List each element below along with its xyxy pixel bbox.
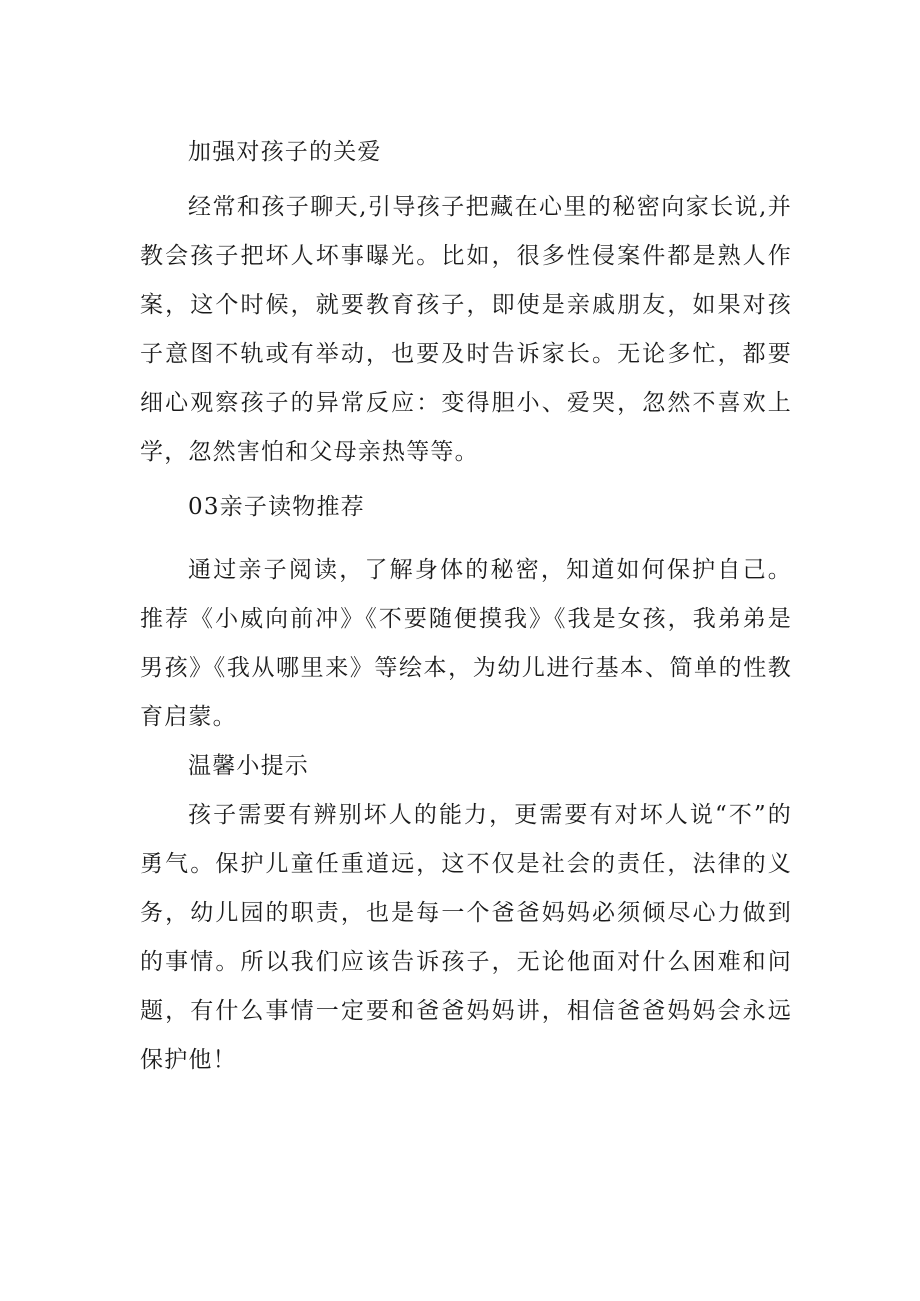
section-heading-reading: 03亲子读物推荐 (188, 494, 365, 520)
paragraph-care: 经常和孩子聊天,引导孩子把藏在心里的秘密向家长说,并教会孩子把坏人坏事曝光。比如，很多性侵案件都是熟人作案，这个时候，就要教育孩子，即使是亲戚朋友，如果对孩子意图不轨或有举动，也要及时告诉家长。无论多忙，都要细心观察孩子的异常反应：变得胆小、爱哭，忽然不喜欢上学，忽然害怕和父母亲热等等。 (140, 194, 792, 465)
spacer (140, 532, 792, 546)
paragraph-reading: 通过亲子阅读，了解身体的秘密，知道如何保护自己。推荐《小威向前冲》《不要随便摸我》《我是女孩，我弟弟是男孩》《我从哪里来》等绘本，为幼儿进行基本、简单的性教育启蒙。 (140, 557, 792, 730)
document-page (140, 128, 792, 1085)
section-heading-care: 加强对孩子的关爱 (188, 139, 382, 165)
section-heading-tips: 温馨小提示 (188, 753, 309, 779)
paragraph-tips: 孩子需要有辨别坏人的能力，更需要有对坏人说“不”的勇气。保护儿童任重道远，这不仅是社会的责任，法律的义务，幼儿园的职责，也是每一个爸爸妈妈必须倾尽心力做到的事情。所以我们应该告诉孩子，无论他面对什么困难和问题，有什么事情一定要和爸爸妈妈讲，相信爸爸妈妈会永远保护他！ (140, 802, 792, 1073)
